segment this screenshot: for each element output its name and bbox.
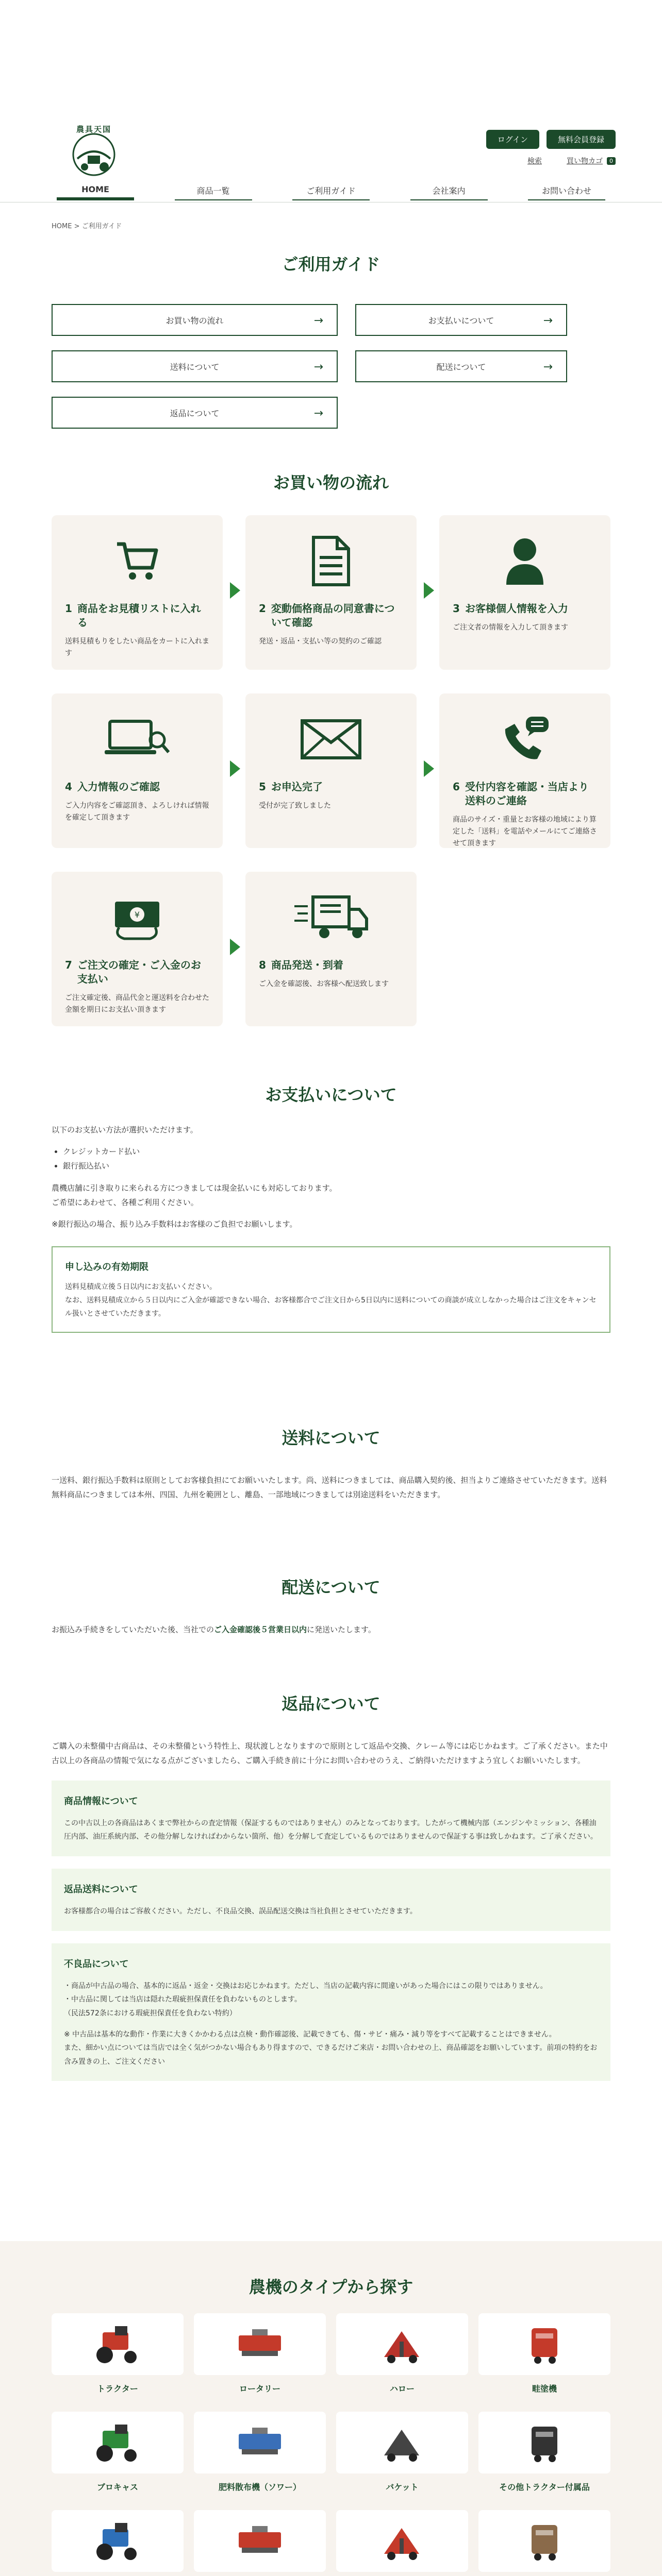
shipping-title: 送料について [282,1428,380,1448]
step-desc: ご注文者の情報を入力して頂きます [453,623,568,632]
flow-step [439,515,610,670]
sower-icon [231,2419,288,2466]
payment-title: お支払いについて [265,1085,397,1105]
types-title: 農機のタイプから探す [249,2277,413,2297]
delivery-title: 配送について [282,1578,380,1597]
machine-type-label: ハロー [389,2384,415,2394]
arrow-right-icon: → [313,314,323,327]
payment-intro: 以下のお支払い方法が選択いただけます。 [52,1125,198,1134]
tractor-icon [89,2321,146,2367]
step-desc: 発送・返品・支払い等の契約のご確認 [259,637,382,646]
guide-link-returns[interactable] [52,397,338,429]
box-text: お客様都合の場合はご容赦ください。ただし、不良品交換、誤品配送交換は当社負担とさせていただきます。 [64,1907,417,1916]
money-icon [109,894,166,941]
returns-title: 返品について [282,1694,380,1714]
register-button[interactable]: 無料会員登録 [547,130,616,149]
step-number: 4 [65,781,72,793]
arrow-right-icon: → [313,407,323,420]
notice-title: 申し込みの有効期限 [65,1261,148,1273]
machine-type-tile[interactable] [478,2313,610,2394]
guide-link-flow[interactable] [52,304,338,336]
machine-image [336,2510,468,2572]
nav-company[interactable]: 会社案内 [410,184,488,200]
machine-types-section [0,2241,662,2576]
payment-method: • クレジットカード払い [63,1145,610,1159]
machine-type-label: 肥料散布機（ソワー） [218,2482,301,2492]
step-desc: 送料見積もりをしたい商品をカートに入れます [65,637,209,658]
nav-guide[interactable]: ご利用ガイド [292,184,370,200]
guide-link-label: 送料について [170,362,220,372]
arrow-right-icon: → [543,314,553,327]
guide-link-label: お支払いについて [428,315,494,326]
harrow-icon [374,2321,431,2367]
guide-title: ご利用ガイド [282,255,380,274]
machine-type-tile[interactable] [336,2510,468,2576]
machine-image [194,2412,326,2473]
step-desc: ご入力内容をご確認頂き、よろしければ情報を確定して頂きます [65,802,209,822]
laptop-search-icon [104,716,171,762]
flow-step [52,872,223,1026]
cart-icon [114,538,160,584]
next-arrow-icon [230,760,240,777]
flow-step [245,515,417,670]
machine-image [52,2313,184,2375]
box-text: ・中古品に関しては当店は隠れた瑕疵担保責任を負わないものとします。 [64,1995,302,2004]
box-text: （民法572条における瑕疵担保責任を負わない特約） [64,2009,237,2018]
cart-count-badge: 0 [607,157,616,165]
step-number: 3 [453,602,460,615]
step-number: 6 [453,781,460,793]
mail-icon [300,719,362,760]
step-desc: 受付が完了致しました [259,802,331,810]
box-text: ・商品が中古品の場合、基本的に返品・返金・交換はお応じかねます。ただし、当店の記載内容に間違いがあった場合にはこの限りではありません。 [64,1981,548,1990]
delivery-text: お振込み手続きをしていただいた後、当社での [52,1625,214,1634]
site-logo[interactable] [66,124,122,179]
flow-step [52,515,223,670]
box-text: この中古以上の各商品はあくまで弊社からの査定情報（保証するものではありません）のみとなっております。したがって機械内部（エンジンやミッション、各種油圧内部、油圧系統内部、その他分解しなければわからない箇所、他）を分解して査定しているものではありませんので保証する事は致しかねます。ご了承ください。 [64,1819,598,1841]
arrow-right-icon: → [313,361,323,374]
flow-title: お買い物の流れ [273,473,389,493]
logo-text: 農具天国 [76,125,111,134]
step-desc: ご入金を確認後、お客様へ配送致します [259,980,389,988]
step-number: 7 [65,959,72,971]
notice-text: なお、送料見積成立から５日以内にご入金が確認できない場合、お客様都合でご注文日から5日以内に送料についての商談が成立しなかった場合はご注文をキャンセル扱いとさせていただきます。 [65,1296,597,1318]
machine-type-tile[interactable] [52,2412,184,2493]
person-icon [504,535,545,587]
nav-home[interactable]: HOME [57,184,134,200]
svg-text:¥: ¥ [134,910,140,920]
delivery-section [52,1623,610,1637]
next-arrow-icon [424,760,434,777]
defective-box [52,1943,610,2081]
step-desc: 商品のサイズ・重量とお客様の地域により算定した「送料」を電話やメールにてご連絡させて頂きます [453,816,597,848]
box-title: 不良品について [64,1958,129,1970]
machine-type-tile[interactable] [478,2412,610,2493]
box-text: ※ 中古品は基本的な動作・作業に大きくかかわる点は点検・動作確認後、記載できても、傷・サビ・痛み・減り等をすべて記載することはできません。 [64,2030,556,2039]
step-desc: ご注文確定後、商品代金と運送料を合わせた金額を期日にお支払い頂きます [65,994,209,1014]
payment-note: 農機店舗に引き取りに来られる方につきましては現金払いにも対応しております。 [52,1183,337,1193]
returns-section [52,1739,610,2081]
next-arrow-icon [424,582,434,599]
rotary-icon [231,2321,288,2367]
machine-type-label: トラクター [97,2384,138,2394]
machine-type-label: その他トラクター付属品 [499,2482,590,2492]
returns-intro: ご購入の未整備中古商品は、その未整備という特性上、現状渡しとなりますので原則として返品や交換、クレーム等には応じかねます。ご了承ください。また中古以上の各商品の情報で気になる点がございましたら、ご購入手続き前に十分にお問い合わせのうえ、ご納得いただけますよう宜しくお願いいたします。 [52,1741,608,1765]
step-number: 5 [259,781,266,793]
bucket-icon [374,2419,431,2466]
machine-type-label: 畦塗機 [532,2384,557,2394]
site-header [0,0,662,196]
dryer-icon [516,2518,573,2564]
box-text: また、細かい点については当店では全く気がつかない場合もあり得ますので、できるだけご来店・お問い合わせの上、商品確認をお願いしています。前項の特約をお含み置きの上、ご注文ください [64,2044,598,2066]
header-actions [486,130,616,149]
machine-type-tile[interactable] [194,2412,326,2493]
machine-type-tile[interactable] [52,2313,184,2394]
broadcaster-icon [89,2419,146,2466]
step-number: 8 [259,959,266,971]
rice-planter-icon [89,2518,146,2564]
nav-contact[interactable]: お問い合わせ [528,184,605,200]
guide-link-delivery[interactable] [355,350,567,382]
flow-steps [52,515,610,1026]
machine-type-tile[interactable] [478,2510,610,2576]
phone-icon [499,714,551,765]
machine-image [52,2412,184,2473]
cultivator-icon [374,2518,431,2564]
login-button[interactable]: ログイン [486,130,539,149]
machine-type-tile[interactable] [336,2313,468,2394]
next-arrow-icon [230,939,240,955]
guide-link-label: 返品について [170,408,220,418]
step-title: 変動価格商品の同意書について確認 [271,602,395,629]
step-number: 2 [259,602,266,615]
global-nav [57,184,605,200]
box-title: 商品情報について [64,1795,138,1807]
machine-image [478,2313,610,2375]
arrow-right-icon: → [543,361,553,374]
machine-type-label: バケット [386,2482,419,2492]
machine-image [336,2313,468,2375]
guide-link-shipping-fee[interactable] [52,350,338,382]
guide-link-payment[interactable] [355,304,567,336]
types-grid [52,2313,610,2576]
cart-label: 買い物カゴ [567,157,603,165]
machine-type-label: ブロキャス [96,2482,138,2492]
flow-step [245,693,417,848]
nav-products[interactable]: 商品一覧 [175,184,252,200]
attachment-icon [516,2419,573,2466]
payment-method: • 銀行振込払い [63,1159,610,1174]
shipping-section [52,1473,610,1502]
machine-image [478,2510,610,2572]
box-title: 返品送料について [64,1884,138,1895]
flow-step [439,693,610,848]
payment-methods [63,1145,610,1174]
shipping-body: 一送料、銀行振込手数料は原則としてお客様負担にてお願いいたします。尚、送料につきましては、商品購入契約後、担当よりご連絡させていただきます。送料無料商品につきましては本州、四国、九州を範囲とし、離島、一部地域につきましては別途送料をいただきます。 [52,1476,607,1499]
header-links [527,156,616,166]
step-title: お申込完了 [271,781,323,793]
payment-note: ご希望にあわせて、各種ご利用ください。 [52,1198,198,1207]
machine-type-tile[interactable] [336,2412,468,2493]
combine-icon [231,2518,288,2564]
document-icon [310,535,352,587]
guide-link-label: お買い物の流れ [166,315,224,326]
machine-image [194,2313,326,2375]
delivery-highlight: ご入金確認後５営業日以内 [214,1625,307,1634]
truck-icon [292,892,370,943]
breadcrumb: HOME > ご利用ガイド [52,223,122,230]
delivery-text: に発送いたします。 [307,1625,376,1634]
step-title: 商品をお見積リストに入れる [77,602,201,629]
step-title: 入力情報のご確認 [77,781,160,793]
machine-type-tile[interactable] [194,2313,326,2394]
machine-type-tile[interactable] [194,2510,326,2576]
machine-image [52,2510,184,2572]
cart-link[interactable] [567,156,616,166]
step-title: ご注文の確定・ご入金のお支払い [77,959,201,985]
guide-links [52,304,567,429]
return-shipping-box [52,1869,610,1931]
machine-image [336,2412,468,2473]
guide-link-label: 配送について [436,362,486,372]
ridge-machine-icon [516,2321,573,2367]
payment-note: ※銀行振込の場合、振り込み手数料はお客様のご負担でお願いします。 [52,1219,297,1229]
flow-step [52,693,223,848]
step-title: 受付内容を確認・当店より送料のご連絡 [465,781,589,807]
flow-step [245,872,417,1026]
validity-notice [52,1246,610,1333]
product-info-box [52,1781,610,1856]
notice-text: 送料見積成立後５日以内にお支払いください。 [65,1282,217,1291]
step-title: 商品発送・到着 [271,959,343,971]
search-link[interactable]: 検索 [527,157,542,165]
machine-type-label: ロータリー [239,2384,280,2394]
payment-section [52,1123,610,1333]
machine-image [478,2412,610,2473]
step-title: お客様個人情報を入力 [465,602,568,615]
machine-type-tile[interactable] [52,2510,184,2576]
step-number: 1 [65,602,72,615]
machine-image [194,2510,326,2572]
next-arrow-icon [230,582,240,599]
